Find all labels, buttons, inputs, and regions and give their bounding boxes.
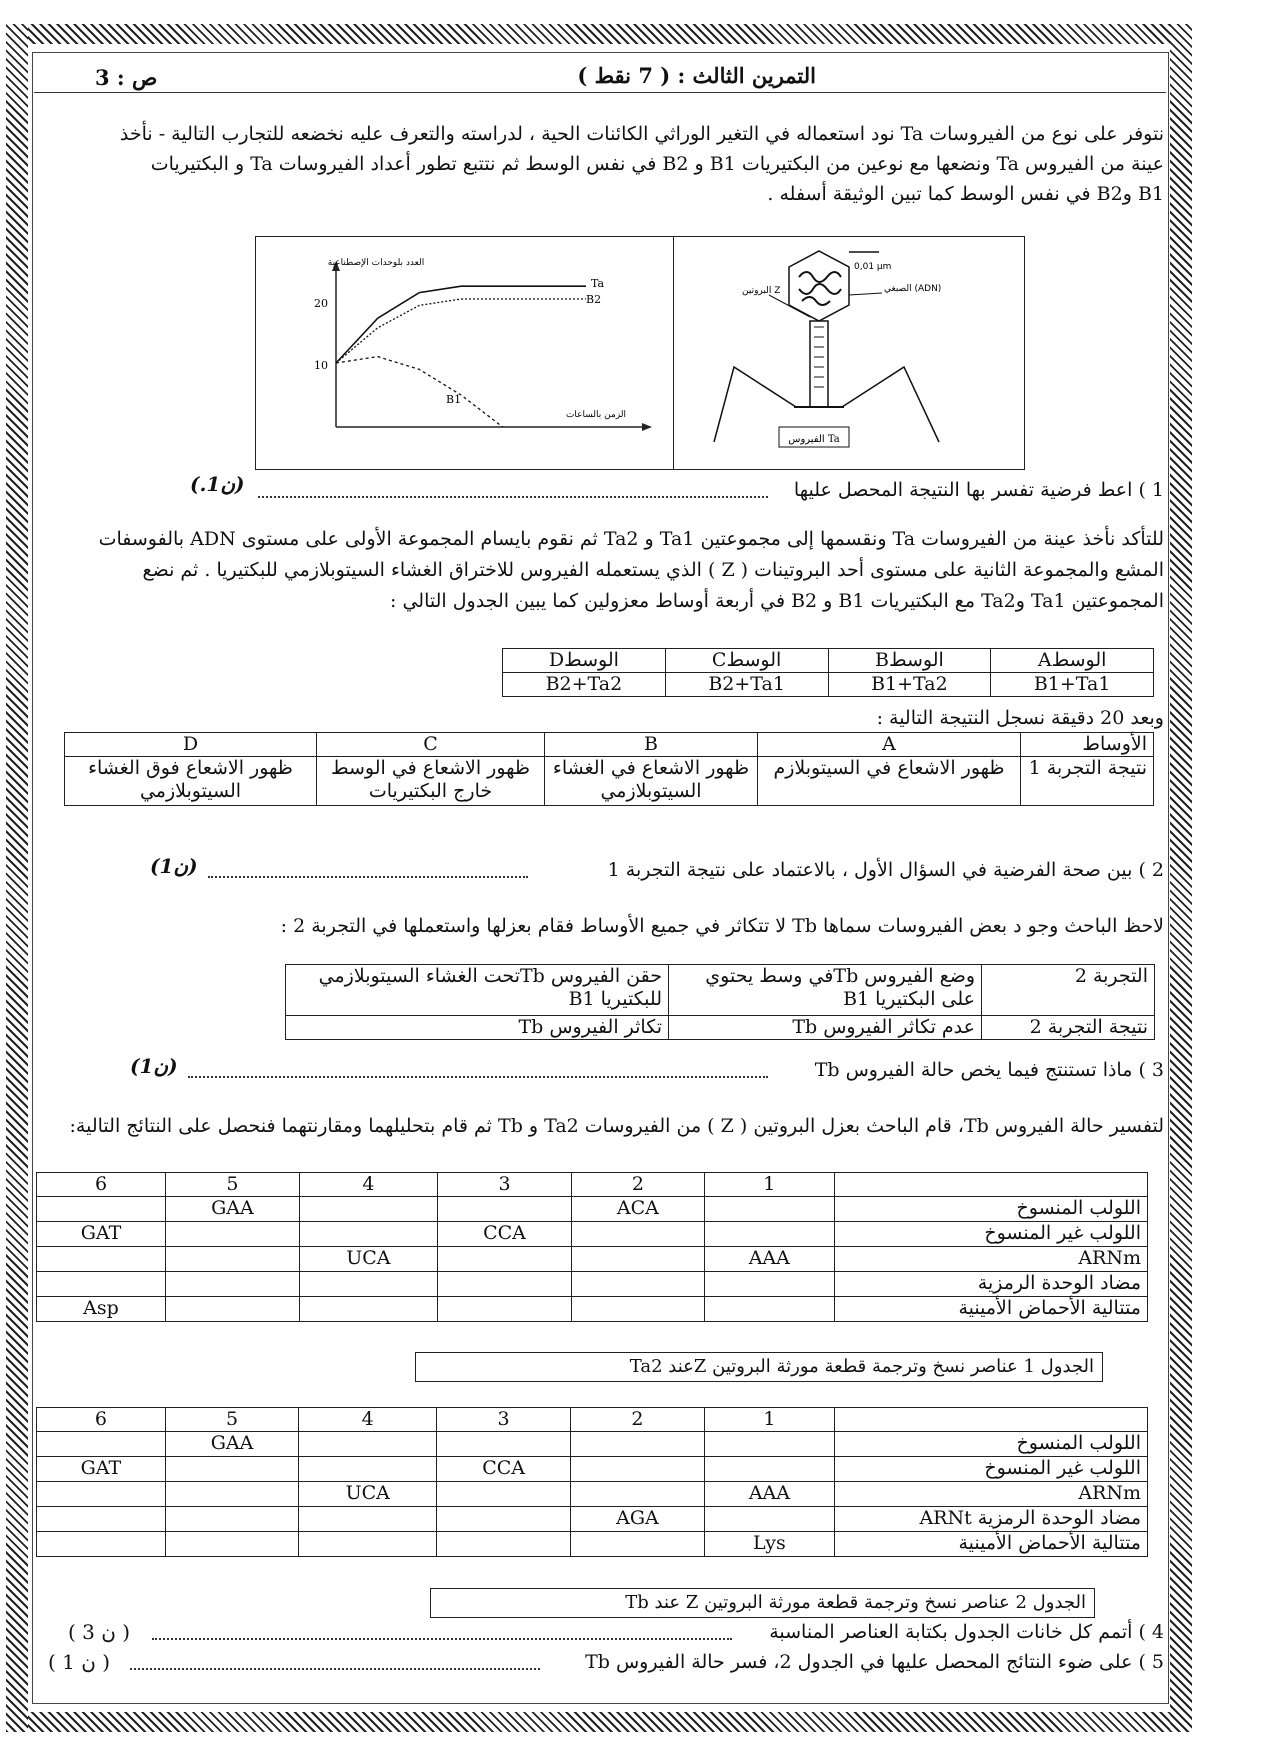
para2-line-3: المجموعتين Ta1 وTa2 مع البكتيريات B1 و B2 في أربعة أوساط معزولين كما يبين الجدول التالي :: [390, 590, 1164, 612]
exp2-row1-a: وضع الفيروس Tbفي وسط يحتوي على البكتيريا B1: [669, 965, 982, 1016]
q5-points: ( 1 ن ): [48, 1650, 111, 1674]
virus-figure: [673, 236, 1025, 470]
codon-cell[interactable]: [704, 1507, 834, 1532]
row-label: ARNm: [835, 1247, 1148, 1272]
results1-cell-b: ظهور الاشعاع في الغشاء السيتوبلازمي: [545, 757, 758, 806]
row-label: اللولب غير المنسوخ: [835, 1222, 1148, 1247]
row-label: اللولب المنسوخ: [835, 1432, 1148, 1457]
column-number: 4: [299, 1173, 437, 1197]
x-axis-arrow: [642, 423, 652, 431]
results1-table: [64, 732, 1154, 806]
table-row: [37, 1482, 1148, 1507]
codon-cell[interactable]: [437, 1197, 571, 1222]
column-number: 1: [704, 1408, 834, 1432]
codon-cell[interactable]: [165, 1272, 299, 1297]
label-b1: B1: [446, 393, 462, 406]
curve-b2: [336, 299, 586, 363]
para3: لاحظ الباحث وجو د بعض الفيروسات سماها Tb لا تتكاثر في جميع الأوساط فقام بعزلها واستعملها في التجربة 2 :: [280, 915, 1164, 937]
after-20-min: وبعد 20 دقيقة نسجل النتيجة التالية :: [876, 707, 1164, 729]
codon-cell[interactable]: GAA: [165, 1197, 299, 1222]
codon-cell[interactable]: [571, 1532, 705, 1557]
intro-line-3: B1 وB2 في نفس الوسط كما تبين الوثيقة أسفله .: [767, 183, 1164, 205]
codon-cell[interactable]: CCA: [437, 1457, 571, 1482]
q3-answer-line[interactable]: [188, 1076, 768, 1078]
table-row: [37, 1432, 1148, 1457]
codon-cell[interactable]: [704, 1297, 834, 1322]
tail-fiber-right: [842, 367, 939, 442]
codon-cell[interactable]: [704, 1197, 834, 1222]
q3-text: 3 ) ماذا تستنتج فيما يخص حالة الفيروس Tb: [814, 1059, 1164, 1081]
bottom-border: [8, 1712, 1190, 1732]
codon-cell[interactable]: [571, 1457, 705, 1482]
table-row: [37, 1222, 1148, 1247]
y-tick-20: 20: [314, 297, 328, 310]
codon-cell[interactable]: Lys: [704, 1532, 834, 1557]
codon-cell[interactable]: [299, 1297, 437, 1322]
row-label: اللولب غير المنسوخ: [835, 1457, 1148, 1482]
media-a-header: الوسطA: [991, 649, 1154, 673]
codon-cell[interactable]: [299, 1222, 437, 1247]
column-number: 2: [572, 1173, 704, 1197]
codon-cell[interactable]: [37, 1532, 166, 1557]
adn-label: الصبغي (ADN): [884, 284, 942, 294]
media-a-value: B1+Ta1: [991, 673, 1154, 697]
column-number: 4: [299, 1408, 437, 1432]
column-number: 3: [437, 1173, 571, 1197]
exp2-table: [285, 964, 1155, 1040]
codon-cell[interactable]: [165, 1482, 299, 1507]
codon-cell[interactable]: [704, 1457, 834, 1482]
row-label: متتالية الأحماض الأمينية: [835, 1532, 1148, 1557]
codon-cell[interactable]: [299, 1197, 437, 1222]
media-d-header: الوسطD: [503, 649, 666, 673]
page-label: ص : 3: [95, 65, 158, 90]
codon-cell[interactable]: [437, 1482, 571, 1507]
results1-col-d: D: [65, 733, 317, 757]
codon-cell[interactable]: [704, 1222, 834, 1247]
row-label: اللولب المنسوخ: [835, 1197, 1148, 1222]
codon-cell[interactable]: [37, 1197, 166, 1222]
q5-text: 5 ) على ضوء النتائج المحصل عليها في الجدول 2، فسر حالة الفيروس Tb: [585, 1651, 1164, 1673]
codon-cell[interactable]: [437, 1532, 571, 1557]
q4-points: ( 3 ن ): [68, 1620, 131, 1644]
right-border: [1170, 24, 1192, 1732]
codon-cell[interactable]: [571, 1432, 705, 1457]
header-rule: [34, 92, 1166, 93]
codon-cell[interactable]: [165, 1457, 299, 1482]
results1-corner: الأوساط: [1021, 733, 1154, 757]
codon-cell[interactable]: [572, 1247, 704, 1272]
media-c-header: الوسطC: [665, 649, 828, 673]
codon-cell[interactable]: [704, 1272, 834, 1297]
virus-diagram: [674, 237, 1024, 469]
codon-cell[interactable]: [165, 1222, 299, 1247]
results1-row-label: نتيجة التجربة 1: [1021, 757, 1154, 806]
table-row: [37, 1272, 1148, 1297]
codon-cell[interactable]: [299, 1457, 437, 1482]
intro-line-2: عينة من الفيروس Ta ونضعها مع نوعين من البكتيريات B1 و B2 في نفس الوسط ثم نتتبع تطور أعداد الفيروسات Ta و البكتيريات: [150, 153, 1164, 175]
codon-cell[interactable]: GAA: [165, 1432, 299, 1457]
column-number: 2: [571, 1408, 705, 1432]
table2-caption: الجدول 2 عناصر نسخ وترجمة قطعة مورثة البروتين Z عند Tb: [430, 1588, 1095, 1618]
results1-col-a: A: [758, 733, 1021, 757]
q3-points: (1ن): [130, 1054, 178, 1078]
codon-cell[interactable]: AGA: [571, 1507, 705, 1532]
codon-cell[interactable]: AAA: [704, 1247, 834, 1272]
table-row: [37, 1297, 1148, 1322]
exp2-row2-a: عدم تكاثر الفيروس Tb: [669, 1016, 982, 1040]
q2-text: 2 ) بين صحة الفرضية في السؤال الأول ، بالاعتماد على نتيجة التجربة 1: [607, 859, 1164, 881]
codon-cell[interactable]: UCA: [299, 1482, 437, 1507]
para2-line-1: للتأكد نأخذ عينة من الفيروسات Ta ونقسمها إلى مجموعتين Ta1 و Ta2 ثم نقوم بايسام المجموعة الأولى على مستوى ADN بالفوسفات: [98, 528, 1164, 550]
row-label: ARNm: [835, 1482, 1148, 1507]
graph-figure: [255, 236, 675, 470]
table-row: [37, 1457, 1148, 1482]
row-label: مضاد الوحدة الرمزية ARNt: [835, 1507, 1148, 1532]
codon-cell[interactable]: [299, 1507, 437, 1532]
column-number: 3: [437, 1408, 571, 1432]
curve-b1: [336, 357, 503, 427]
codon-cell[interactable]: [437, 1432, 571, 1457]
exp2-row2-label: نتيجة التجربة 2: [982, 1016, 1155, 1040]
codon-cell[interactable]: UCA: [299, 1247, 437, 1272]
y-tick-10: 10: [314, 359, 328, 372]
para2-line-2: المشع والمجموعة الثانية على مستوى أحد البروتينات ( Z ) الذي يستعمله الفيروس للاختراق الغشاء السيتوبلازمي للبكتيريا . ثم نضع: [142, 559, 1164, 581]
codon-cell[interactable]: [572, 1222, 704, 1247]
codon-table-1: [36, 1172, 1148, 1322]
scale-label: 0,01 µm: [854, 262, 892, 272]
codon-cell[interactable]: [437, 1247, 571, 1272]
row-label: مضاد الوحدة الرمزية: [835, 1272, 1148, 1297]
results1-col-b: B: [545, 733, 758, 757]
codon-cell[interactable]: [37, 1482, 166, 1507]
q4-text: 4 ) أتمم كل خانات الجدول بكتابة العناصر المناسبة: [769, 1621, 1164, 1643]
codon-cell[interactable]: [437, 1507, 571, 1532]
para4: لتفسير حالة الفيروس Tb، قام الباحث بعزل البروتين ( Z ) من الفيروسات Ta2 و Tb ثم قام بتحليلهما ومقارنتهما فنحصل على النتائج التالية:: [69, 1115, 1164, 1137]
growth-graph: [256, 237, 674, 469]
q1-text: 1 ) اعط فرضية تفسر بها النتيجة المحصل عليها: [793, 479, 1164, 501]
exp2-row2-b: تكاثر الفيروس Tb: [286, 1016, 669, 1040]
codon-cell[interactable]: [165, 1247, 299, 1272]
codon-cell[interactable]: CCA: [437, 1222, 571, 1247]
codon-cell[interactable]: [37, 1247, 166, 1272]
q1-points: (.1ن): [190, 472, 245, 496]
column-number: 5: [165, 1173, 299, 1197]
table-row: [37, 1247, 1148, 1272]
codon-cell[interactable]: [299, 1532, 437, 1557]
media-b-value: B1+Ta2: [828, 673, 991, 697]
row-label: متتالية الأحماض الأمينية: [835, 1297, 1148, 1322]
left-border: [6, 24, 28, 1732]
label-ta: Ta: [591, 277, 605, 290]
table-row: [37, 1532, 1148, 1557]
codon-cell[interactable]: [437, 1297, 571, 1322]
codon-cell[interactable]: Asp: [37, 1297, 166, 1322]
column-number: 1: [704, 1173, 834, 1197]
virus-caption: الفيروس Ta: [788, 434, 840, 445]
media-c-value: B2+Ta1: [665, 673, 828, 697]
codon-cell[interactable]: [165, 1297, 299, 1322]
table-row: [37, 1197, 1148, 1222]
media-d-value: B2+Ta2: [503, 673, 666, 697]
codon-cell[interactable]: [704, 1432, 834, 1457]
exercise-title: التمرين الثالث : ( 7 نقط ): [577, 63, 816, 88]
q4-answer-line[interactable]: [152, 1638, 732, 1640]
codon-cell[interactable]: ACA: [572, 1197, 704, 1222]
media-table: [502, 648, 1154, 697]
codon-table-2: [36, 1407, 1148, 1557]
q1-answer-line[interactable]: [258, 496, 768, 498]
protein-label: البروتين Z: [742, 286, 781, 296]
table-corner: [835, 1173, 1148, 1197]
results1-cell-d: ظهور الاشعاع فوق الغشاء السيتوبلازمي: [65, 757, 317, 806]
codon-cell[interactable]: [37, 1432, 166, 1457]
codon-cell[interactable]: [37, 1507, 166, 1532]
table1-caption: الجدول 1 عناصر نسخ وترجمة قطعة مورثة البروتين Zعند Ta2: [415, 1352, 1103, 1382]
codon-cell[interactable]: [437, 1272, 571, 1297]
column-number: 6: [37, 1173, 166, 1197]
graph-ylabel: العدد بلوحدات الإصطناعية: [327, 258, 425, 268]
results1-cell-a: ظهور الاشعاع في السيتوبلازم: [758, 757, 1021, 806]
media-b-header: الوسطB: [828, 649, 991, 673]
intro-line-1: نتوفر على نوع من الفيروسات Ta نود استعماله في التغير الوراثي الكائنات الحية ، لدراسته والتعرف عليه نخضعه للتجارب التالية - نأخذ: [119, 123, 1164, 145]
q2-points: (1ن): [150, 854, 198, 878]
table-row: [37, 1507, 1148, 1532]
tail-sheath: [810, 321, 828, 407]
exp2-row1-b: حقن الفيروس Tbتحت الغشاء السيتوبلازمي للبكتيريا B1: [286, 965, 669, 1016]
codon-cell[interactable]: [571, 1482, 705, 1507]
column-number: 5: [165, 1408, 299, 1432]
exp2-row1-label: التجربة 2: [982, 965, 1155, 1016]
codon-cell[interactable]: [572, 1297, 704, 1322]
label-b2: B2: [586, 293, 602, 306]
q5-answer-line[interactable]: [130, 1668, 540, 1670]
results1-col-c: C: [317, 733, 545, 757]
codon-cell[interactable]: [299, 1272, 437, 1297]
codon-cell[interactable]: [37, 1272, 166, 1297]
adn-pointer: [849, 293, 882, 295]
codon-cell[interactable]: [299, 1432, 437, 1457]
table-corner: [835, 1408, 1148, 1432]
top-border: [8, 24, 1190, 44]
curve-ta: [336, 286, 586, 363]
results1-cell-c: ظهور الاشعاع في الوسط خارج البكتيريات: [317, 757, 545, 806]
q2-answer-line[interactable]: [208, 876, 528, 878]
column-number: 6: [37, 1408, 166, 1432]
codon-cell[interactable]: [165, 1507, 299, 1532]
codon-cell[interactable]: GAT: [37, 1457, 166, 1482]
codon-cell[interactable]: [165, 1532, 299, 1557]
graph-xlabel: الزمن بالساعات: [565, 410, 627, 420]
codon-cell[interactable]: GAT: [37, 1222, 166, 1247]
codon-cell[interactable]: [572, 1272, 704, 1297]
codon-cell[interactable]: AAA: [704, 1482, 834, 1507]
